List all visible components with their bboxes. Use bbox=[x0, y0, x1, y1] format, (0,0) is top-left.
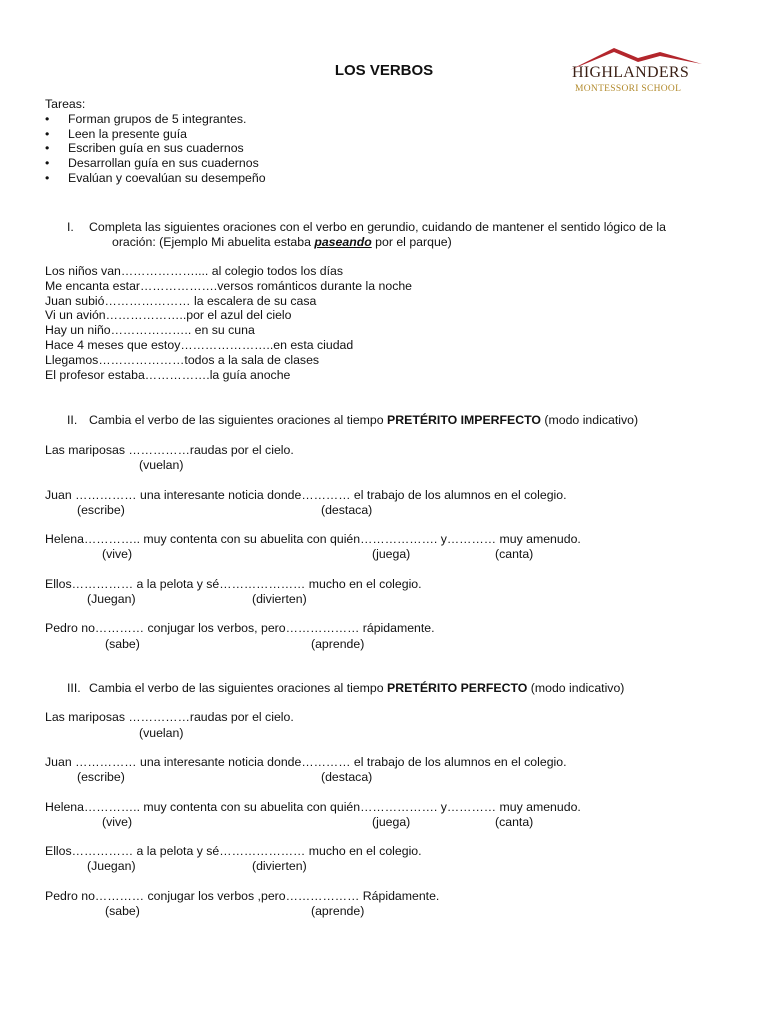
verb-hint: (aprende) bbox=[311, 637, 365, 651]
tasks-list bbox=[45, 97, 266, 186]
instruction-text: oración: (Ejemplo Mi abuelita estaba bbox=[112, 235, 315, 249]
section-3-instruction bbox=[89, 681, 624, 696]
list-item-text: Escriben guía en sus cuadernos bbox=[68, 141, 244, 156]
verb-hint: (juega) bbox=[372, 547, 411, 561]
verb-hint: (destaca) bbox=[321, 503, 373, 517]
list-item bbox=[45, 112, 266, 127]
sentence: Hace 4 meses que estoy…………………..en esta ciudad bbox=[45, 337, 354, 352]
sentence: Pedro no………… conjugar los verbos, pero……………… rápidamente. bbox=[45, 621, 435, 635]
instruction-text: (modo indicativo) bbox=[541, 413, 639, 427]
logo-subtitle: MONTESSORI SCHOOL bbox=[575, 84, 682, 94]
verb-hint: (sabe) bbox=[105, 637, 140, 651]
sentence: Juan subió………………… la escalera de su casa bbox=[45, 293, 317, 308]
verb-hint: (aprende) bbox=[311, 904, 365, 918]
instruction-text: Cambia el verbo de las siguientes oraciones al tiempo bbox=[89, 413, 388, 427]
verb-hint: (Juegan) bbox=[87, 859, 136, 873]
sentence: Hay un niño……………….. en su cuna bbox=[45, 323, 255, 338]
section-1-instruction-example bbox=[112, 235, 452, 250]
sentence: Vi un avión………………..por el azul del cielo bbox=[45, 308, 292, 323]
bullet-icon: • bbox=[45, 156, 50, 171]
example-word: paseando bbox=[314, 235, 372, 249]
logo-name: HIGHLANDERS bbox=[572, 64, 690, 81]
list-item-text: Forman grupos de 5 integrantes. bbox=[68, 111, 247, 126]
sentence: El profesor estaba…………….la guía anoche bbox=[45, 367, 291, 382]
bullet-icon: • bbox=[45, 126, 50, 141]
verb-hint: (vuelan) bbox=[139, 726, 184, 740]
verb-hint: (canta) bbox=[495, 815, 534, 829]
tense-name: PRETÉRITO PERFECTO bbox=[387, 681, 528, 695]
verb-hint: (sabe) bbox=[105, 904, 140, 918]
sentence: Llegamos…………………todos a la sala de clases bbox=[45, 352, 320, 367]
list-item bbox=[45, 156, 266, 171]
verb-hint: (vive) bbox=[102, 547, 133, 561]
section-2-instruction bbox=[89, 413, 638, 428]
sentence: Las mariposas ……………raudas por el cielo. bbox=[45, 443, 294, 457]
sentence: Ellos…………… a la pelota y sé………………… mucho en el colegio. bbox=[45, 844, 422, 858]
verb-hint: (destaca) bbox=[321, 770, 373, 784]
sentence: Me encanta estar……………….versos románticos durante la noche bbox=[45, 278, 413, 293]
verb-hint: (vive) bbox=[102, 815, 133, 829]
section-1-sentences bbox=[45, 264, 412, 382]
bullet-icon: • bbox=[45, 170, 50, 185]
sentence: Helena………….. muy contenta con su abuelita con quién………………. y………… muy amenudo. bbox=[45, 800, 581, 814]
verb-hint: (escribe) bbox=[77, 770, 125, 784]
verb-hint: (vuelan) bbox=[139, 458, 184, 472]
sentence: Ellos…………… a la pelota y sé………………… mucho en el colegio. bbox=[45, 577, 422, 591]
verb-hint: (canta) bbox=[495, 547, 534, 561]
section-1-numeral: I. bbox=[67, 220, 74, 234]
list-item-text: Leen la presente guía bbox=[68, 126, 187, 141]
list-item bbox=[45, 171, 266, 186]
verb-hint: (divierten) bbox=[252, 592, 307, 606]
sentence: Pedro no………… conjugar los verbos ,pero……………… Rápidamente. bbox=[45, 889, 440, 903]
verb-hint: (Juegan) bbox=[87, 592, 136, 606]
verb-hint: (divierten) bbox=[252, 859, 307, 873]
bullet-icon: • bbox=[45, 141, 50, 156]
sentence: Helena………….. muy contenta con su abuelita con quién………………. y………… muy amenudo. bbox=[45, 532, 581, 546]
instruction-text: (modo indicativo) bbox=[527, 681, 625, 695]
sentence: Juan …………… una interesante noticia donde………… el trabajo de los alumnos en el colegio. bbox=[45, 488, 567, 502]
list-item bbox=[45, 141, 266, 156]
section-3-numeral: III. bbox=[67, 681, 81, 695]
sentence: Las mariposas ……………raudas por el cielo. bbox=[45, 710, 294, 724]
section-1-instruction: Completa las siguientes oraciones con el verbo en gerundio, cuidando de mantener el sentido lógico de la bbox=[89, 220, 666, 234]
sentence: Juan …………… una interesante noticia donde………… el trabajo de los alumnos en el colegio. bbox=[45, 755, 567, 769]
bullet-icon: • bbox=[45, 111, 50, 126]
sentence: Los niños van……………….... al colegio todos los días bbox=[45, 264, 343, 278]
verb-hint: (juega) bbox=[372, 815, 411, 829]
verb-hint: (escribe) bbox=[77, 503, 125, 517]
school-logo bbox=[564, 44, 714, 100]
tense-name: PRETÉRITO IMPERFECTO bbox=[387, 413, 541, 427]
tasks-heading: Tareas: bbox=[45, 97, 86, 111]
instruction-text: por el parque) bbox=[371, 235, 452, 249]
list-item bbox=[45, 127, 266, 142]
list-item-text: Evalúan y coevalúan su desempeño bbox=[68, 170, 266, 185]
list-item-text: Desarrollan guía en sus cuadernos bbox=[68, 156, 259, 171]
section-2-numeral: II. bbox=[67, 413, 78, 427]
page-title: LOS VERBOS bbox=[334, 62, 434, 79]
instruction-text: Cambia el verbo de las siguientes oraciones al tiempo bbox=[89, 681, 388, 695]
